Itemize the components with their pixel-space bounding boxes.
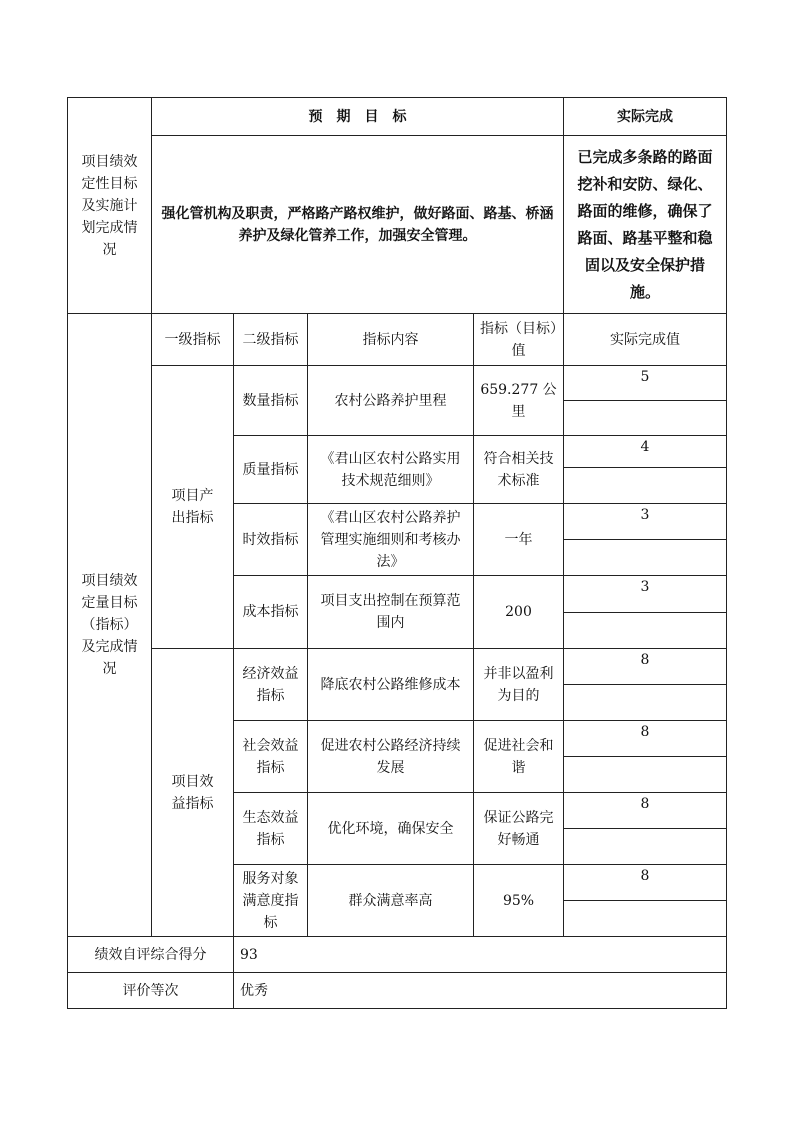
actual-extra-cell — [564, 540, 727, 576]
header-target: 指标（目标）值 — [474, 314, 564, 366]
level2-cell: 数量指标 — [234, 366, 308, 436]
actual-extra-cell — [564, 685, 727, 721]
target-cell: 保证公路完好畅通 — [474, 793, 564, 865]
target-cell: 95% — [474, 865, 564, 937]
target-cell: 促进社会和谐 — [474, 721, 564, 793]
actual-value-cell: 4 — [564, 436, 727, 468]
quantitative-row-label: 项目绩效定量目标（指标）及完成情况 — [68, 314, 152, 937]
level2-cell: 社会效益指标 — [234, 721, 308, 793]
level2-cell: 服务对象满意度指标 — [234, 865, 308, 937]
performance-evaluation-table — [67, 97, 727, 1009]
header-level2: 二级指标 — [234, 314, 308, 366]
actual-extra-cell — [564, 613, 727, 649]
grade-label: 评价等次 — [68, 973, 234, 1009]
content-cell: 《君山区农村公路实用技术规范细则》 — [308, 436, 474, 504]
content-cell: 促进农村公路经济持续发展 — [308, 721, 474, 793]
group-level1: 项目效益指标 — [152, 649, 234, 937]
content-cell: 优化环境，确保安全 — [308, 793, 474, 865]
actual-completion-text: 已完成多条路的路面挖补和安防、绿化、路面的维修，确保了路面、路基平整和稳固以及安全保护措施。 — [564, 136, 727, 314]
actual-extra-cell — [564, 757, 727, 793]
group-level1: 项目产出指标 — [152, 366, 234, 649]
content-cell: 项目支出控制在预算范围内 — [308, 576, 474, 649]
level2-cell: 成本指标 — [234, 576, 308, 649]
target-cell: 200 — [474, 576, 564, 649]
target-cell: 符合相关技术标准 — [474, 436, 564, 504]
level2-cell: 质量指标 — [234, 436, 308, 504]
expected-goal-text: 强化管机构及职责，严格路产路权维护，做好路面、路基、桥涵养护及绿化管养工作，加强安全管理。 — [152, 136, 564, 314]
actual-extra-cell — [564, 901, 727, 937]
actual-value-cell: 8 — [564, 865, 727, 901]
actual-extra-cell — [564, 401, 727, 436]
score-label: 绩效自评综合得分 — [68, 937, 234, 973]
target-cell: 一年 — [474, 504, 564, 576]
actual-value-cell: 8 — [564, 649, 727, 685]
content-cell: 农村公路养护里程 — [308, 366, 474, 436]
header-content: 指标内容 — [308, 314, 474, 366]
header-level1: 一级指标 — [152, 314, 234, 366]
expected-goal-header: 预 期 目 标 — [152, 98, 564, 136]
actual-value-cell: 3 — [564, 504, 727, 540]
actual-extra-cell — [564, 468, 727, 504]
actual-completion-header: 实际完成 — [564, 98, 727, 136]
grade-value: 优秀 — [234, 973, 727, 1009]
actual-value-cell: 8 — [564, 721, 727, 757]
actual-value-cell: 3 — [564, 576, 727, 613]
score-value: 93 — [234, 937, 727, 973]
level2-cell: 时效指标 — [234, 504, 308, 576]
content-cell: 群众满意率高 — [308, 865, 474, 937]
header-actual: 实际完成值 — [564, 314, 727, 366]
target-cell: 并非以盈利为目的 — [474, 649, 564, 721]
content-cell: 《君山区农村公路养护管理实施细则和考核办法》 — [308, 504, 474, 576]
level2-cell: 经济效益指标 — [234, 649, 308, 721]
target-cell: 659.277 公里 — [474, 366, 564, 436]
level2-cell: 生态效益指标 — [234, 793, 308, 865]
content-cell: 降底农村公路维修成本 — [308, 649, 474, 721]
actual-value-cell: 8 — [564, 793, 727, 829]
qualitative-row-label: 项目绩效定性目标及实施计划完成情况 — [68, 98, 152, 314]
actual-value-cell: 5 — [564, 366, 727, 401]
actual-extra-cell — [564, 829, 727, 865]
